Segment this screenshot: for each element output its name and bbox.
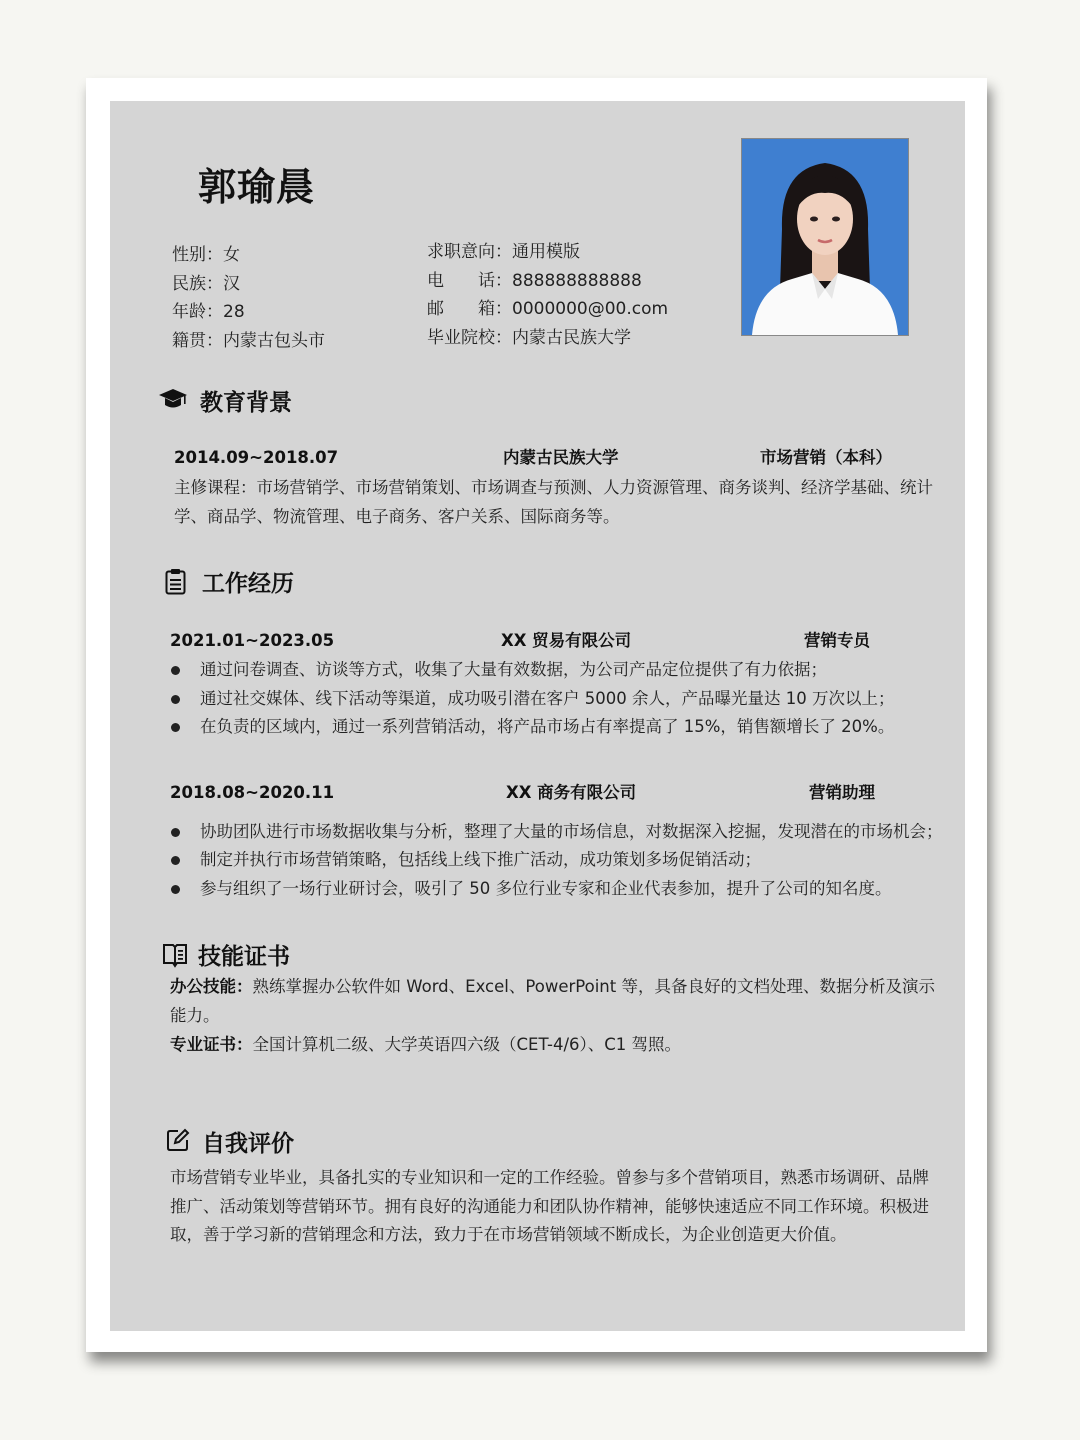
job-2-company: XX 商务有限公司 [506,783,637,802]
phone [427,273,642,290]
email [427,301,668,318]
gender: 性别：女 [172,245,240,265]
job-1-position: 营销专员 [804,631,870,650]
education-courses: 主修课程：市场营销学、市场营销策划、市场调查与预测、人力资源管理、商务谈判、经济学基础、统计学、商品学、物流管理、电子商务、客户关系、国际商务等。 [174,478,933,526]
bullet-dot [171,666,180,675]
job-2-bullet-2: 制定并执行市场营销策略，包括线上线下推广活动，成功策划多场促销活动； [200,850,761,869]
graduate-school [427,330,631,347]
job-1-period: 2021.01~2023.05 [170,631,335,650]
education-school: 内蒙古民族大学 [503,448,619,467]
clipboard-icon [164,568,194,598]
resume-sheet [86,78,987,1352]
edit-icon [165,1127,195,1157]
email-label: 邮 箱： [427,299,512,319]
phone-value: 888888888888 [512,271,642,291]
education-period: 2014.09~2018.07 [174,448,339,467]
graduation-cap-icon [158,384,188,414]
job-1-bullet-3: 在负责的区域内，通过一系列营销活动，将产品市场占有率提高了 15%，销售额增长了 20%。 [200,717,895,736]
bullet-dot [171,695,180,704]
resume-body [110,101,965,1331]
graduate-school-label: 毕业院校： [427,328,512,348]
job-1-bullet-1: 通过问卷调查、访谈等方式，收集了大量有效数据，为公司产品定位提供了有力依据； [200,660,827,679]
bullet-dot [171,828,180,837]
age: 年龄：28 [172,302,245,322]
education-title: 教育背景 [200,390,292,416]
job-1-bullet-2: 通过社交媒体、线下活动等渠道，成功吸引潜在客户 5000 余人，产品曝光量达 10 万次以上； [200,689,895,708]
job-2-bullet-1: 协助团队进行市场数据收集与分析，整理了大量的市场信息，对数据深入挖掘，发现潜在的市场机会； [200,822,943,841]
native-place: 籍贯：内蒙古包头市 [172,331,325,351]
job-intention [427,244,580,261]
self-eval-text: 市场营销专业毕业，具备扎实的专业知识和一定的工作经验。曾参与多个营销项目，熟悉市场调研、品牌推广、活动策划等营销环节。拥有良好的沟通能力和团队协作精神，能够快速适应不同工作环境。积极进取，善于学习新的营销理念和方法，致力于在市场营销领域不断成长，为企业创造更大价值。 [170,1168,929,1244]
bullet-dot [171,885,180,894]
bullet-dot [171,723,180,732]
job-2-bullet-3: 参与组织了一场行业研讨会，吸引了 50 多位行业专家和企业代表参加，提升了公司的知名度。 [200,879,892,898]
bullet-dot [171,856,180,865]
job-1-company: XX 贸易有限公司 [501,631,632,650]
book-icon [161,941,191,971]
email-value: 0000000@00.com [512,299,669,319]
certificates [170,1031,935,1060]
job-intention-value: 通用模版 [512,242,580,262]
portrait-illustration [742,139,908,335]
graduate-school-value: 内蒙古民族大学 [512,328,631,348]
office-skills-text: 熟练掌握办公软件如 Word、Excel、PowerPoint 等，具备良好的文档处理、数据分析及演示能力。 [170,977,935,1025]
office-skills [170,973,935,1030]
certificates-text: 全国计算机二级、大学英语四六级（CET-4/6）、C1 驾照。 [252,1035,682,1054]
job-intention-label: 求职意向： [427,242,512,262]
work-title: 工作经历 [202,571,294,597]
office-skills-label: 办公技能： [170,977,253,996]
self-eval-title: 自我评价 [202,1131,294,1157]
job-2-position: 营销助理 [809,783,875,802]
profile-photo [741,138,909,336]
skills-title: 技能证书 [198,944,290,970]
education-major: 市场营销（本科） [760,448,892,467]
certificates-label: 专业证书： [170,1035,253,1054]
job-2-period: 2018.08~2020.11 [170,783,335,802]
phone-label: 电 话： [427,271,512,291]
ethnicity: 民族：汉 [172,274,240,294]
candidate-name: 郭瑜晨 [198,165,316,209]
